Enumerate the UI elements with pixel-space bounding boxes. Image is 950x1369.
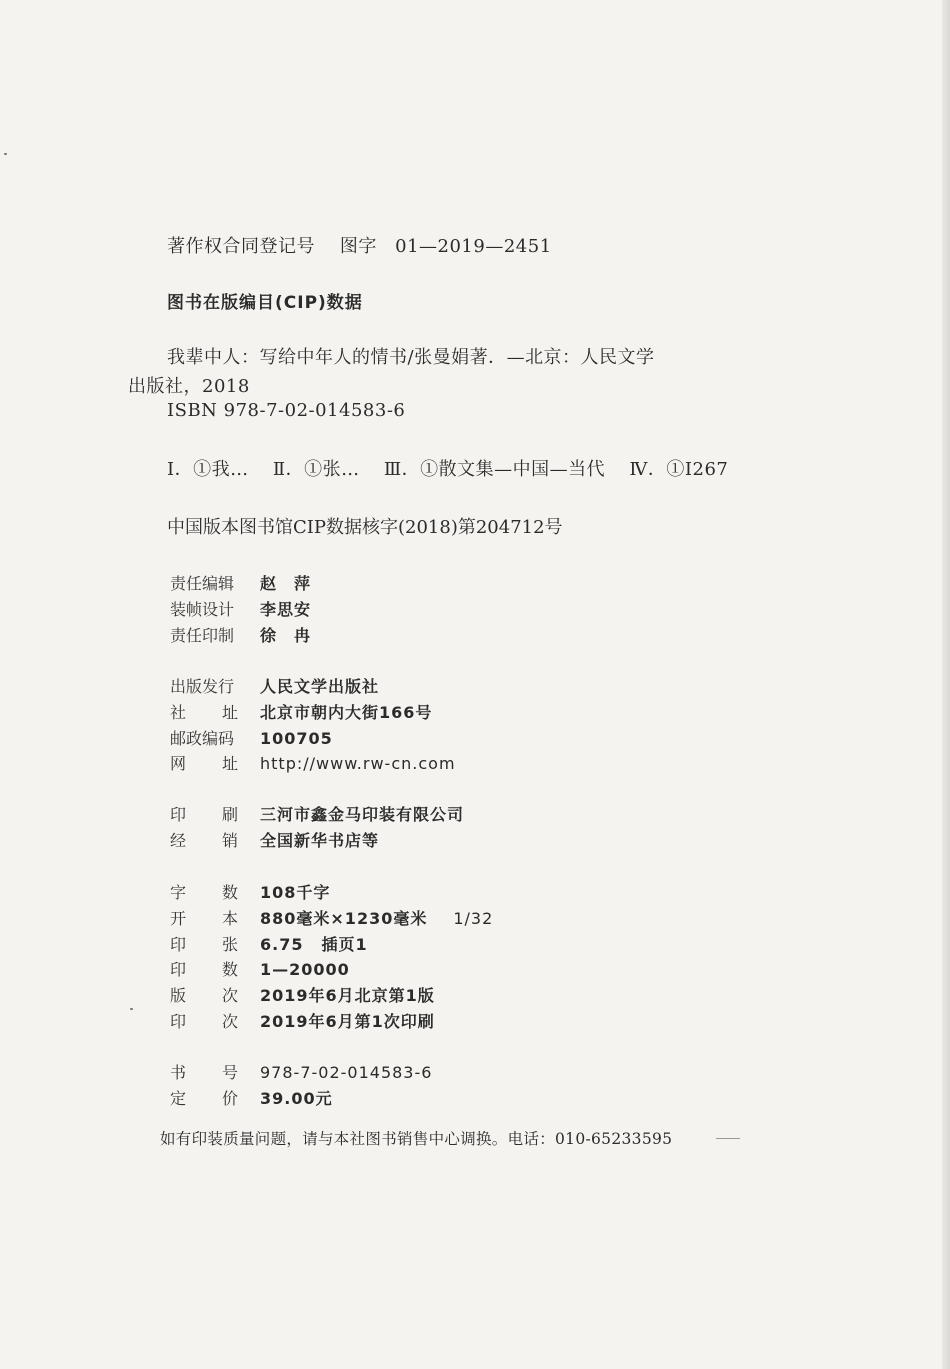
printing-info: [170, 802, 464, 854]
scan-speck: [130, 1008, 133, 1010]
spec-row: [170, 880, 493, 906]
cip-heading: 图书在版编目(CIP)数据: [167, 293, 363, 313]
classification-part: Ⅱ．①张…: [272, 459, 360, 480]
spec-label: 印 次: [170, 1011, 238, 1031]
spec-label: 印 数: [170, 960, 238, 980]
footer-notice: 如有印装质量问题，请与本社图书销售中心调换。电话：010-65233595: [160, 1130, 673, 1148]
publisher-label: 邮政编码: [170, 728, 235, 748]
book-row: [170, 1060, 432, 1086]
staff-credits: [170, 571, 311, 648]
staff-value: 徐 冉: [260, 625, 312, 645]
cip-data-number: 中国版本图书馆CIP数据核字(2018)第204712号: [167, 517, 563, 538]
spec-row: [170, 983, 493, 1009]
publisher-row: [170, 751, 456, 777]
website-link: http://www.rw-cn.com: [260, 754, 456, 774]
spec-value: 2019年6月北京第1版: [260, 986, 435, 1006]
publisher-value: 100705: [260, 728, 333, 748]
printing-value: 三河市鑫金马印装有限公司: [260, 805, 465, 824]
staff-label: 装帧设计: [170, 599, 235, 619]
spec-label: 字 数: [170, 883, 238, 902]
book-number-price: [170, 1060, 432, 1112]
footer-rule: [716, 1138, 740, 1139]
scan-speck: [4, 153, 7, 155]
classification-part: Ⅳ．①I267: [629, 459, 729, 480]
book-label: 定 价: [170, 1088, 238, 1108]
publisher-value: 人民文学出版社: [260, 677, 380, 696]
copyright-label: 著作权合同登记号: [167, 236, 315, 257]
isbn-value: 978-7-02-014583-6: [260, 1063, 433, 1082]
cip-line-publisher: 出版社，2018: [128, 376, 250, 397]
publisher-row: [170, 700, 456, 726]
spec-row: [170, 932, 493, 958]
printing-label: 印 刷: [170, 805, 238, 824]
staff-value: 赵 萍: [260, 574, 312, 593]
spec-extra: 插页1: [321, 934, 368, 954]
spec-value: 880毫米×1230毫米 1/32: [260, 908, 494, 928]
spec-value: 2019年6月第1次印刷: [260, 1011, 435, 1031]
publisher-label: 社 址: [170, 702, 238, 722]
classification-line: [167, 455, 746, 481]
page-edge-shadow: [942, 0, 950, 1369]
spec-extra: 1/32: [453, 908, 494, 928]
book-label: 书 号: [170, 1063, 238, 1082]
publisher-value: 北京市朝内大街166号: [260, 702, 433, 722]
book-row: [170, 1086, 432, 1112]
spec-label: 开 本: [170, 908, 238, 928]
classification-part: Ⅲ．①散文集—中国—当代: [383, 459, 606, 480]
spec-value: 108千字: [260, 883, 331, 902]
publisher-info: [170, 674, 456, 777]
spec-label: 版 次: [170, 986, 238, 1006]
printing-value: 全国新华书店等: [260, 830, 380, 850]
staff-row: [170, 571, 311, 597]
spec-value: 1—20000: [260, 960, 350, 980]
staff-label: 责任印制: [170, 625, 235, 645]
spec-row: [170, 957, 493, 983]
publisher-row: [170, 674, 456, 700]
staff-label: 责任编辑: [170, 574, 235, 593]
copyright-number: 01—2019—2451: [395, 236, 552, 257]
classification-part: Ⅰ．①我…: [167, 459, 249, 480]
specifications: [170, 880, 493, 1035]
publisher-label: 出版发行: [170, 677, 235, 696]
spec-label: 印 张: [170, 934, 238, 954]
printing-label: 经 销: [170, 830, 238, 850]
price-value: 39.00元: [260, 1088, 333, 1108]
printing-row: [170, 802, 464, 828]
staff-value: 李思安: [260, 599, 312, 619]
spec-row: [170, 1009, 493, 1035]
copyright-type: 图字: [339, 236, 377, 257]
cip-line-title: 我辈中人：写给中年人的情书/张曼娟著．—北京：人民文学: [167, 347, 655, 368]
copyright-registration: [167, 232, 552, 258]
cip-line-isbn: ISBN 978-7-02-014583-6: [167, 400, 406, 421]
staff-row: [170, 597, 311, 623]
spec-value: 6.75 插页1: [260, 934, 368, 954]
publisher-row: [170, 726, 456, 752]
spec-row: [170, 906, 493, 932]
printing-row: [170, 828, 464, 854]
publisher-label: 网 址: [170, 754, 238, 774]
staff-row: [170, 623, 311, 649]
